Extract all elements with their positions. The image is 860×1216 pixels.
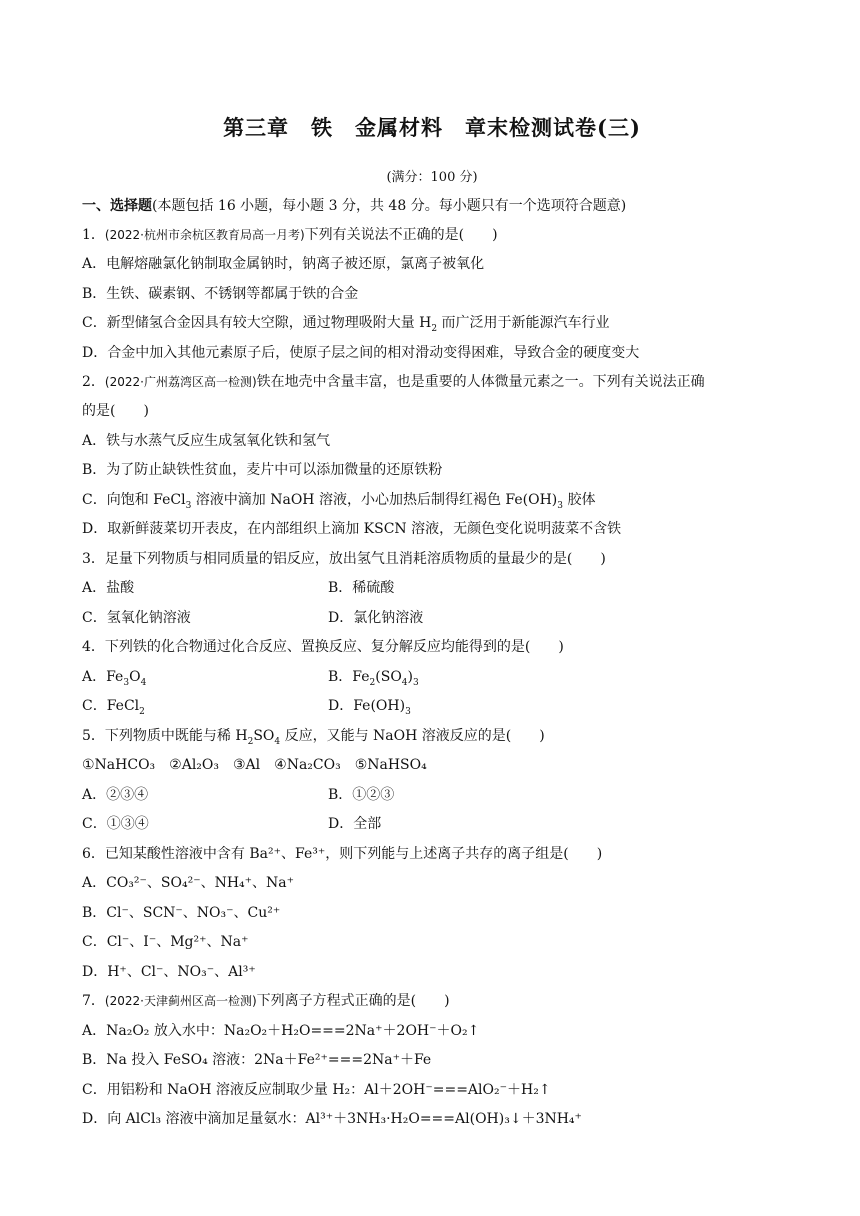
question-4-option-c (82, 698, 145, 717)
section-label: 一、选择题 (82, 198, 152, 214)
subscript: 4 (140, 677, 147, 688)
question-2-stem (82, 372, 705, 392)
question-7-stem (82, 991, 450, 1011)
option-text: 溶液中滴加 NaOH 溶液，小心加热后制得红褐色 Fe(OH) (191, 492, 558, 508)
question-6-stem: 6．已知某酸性溶液中含有 Ba²⁺、Fe³⁺，则下列能与上述离子共存的离子组是( ) (82, 846, 603, 862)
question-3-options-row-2 (82, 608, 424, 628)
question-3-options-row-1 (82, 578, 395, 598)
question-4-options-row-1 (82, 667, 419, 693)
option-text: ) (407, 669, 413, 685)
subscript: 2 (431, 323, 438, 334)
question-5-option-c: C．①③④ (82, 816, 149, 832)
option-text: 而广泛用于新能源汽车行业 (437, 315, 610, 331)
question-5-option-d: D．全部 (328, 816, 382, 832)
question-5-options-row-1 (82, 785, 395, 805)
question-source: (2022·广州荔湾区高一检测) (104, 375, 257, 389)
question-2-stem-continued: 的是( ) (82, 403, 149, 419)
question-5-options-row-2 (82, 814, 382, 834)
question-1-option-a: A．电解熔融氯化钠制取金属钠时，钠离子被还原，氯离子被氧化 (82, 256, 485, 272)
question-1-option-b: B．生铁、碳素钢、不锈钢等都属于铁的合金 (82, 286, 359, 302)
question-text: 5．下列物质中既能与稀 H (82, 728, 248, 744)
question-text: 反应，又能与 NaOH 溶液反应的是( ) (280, 728, 545, 744)
subscript: 3 (557, 500, 563, 511)
question-7-option-b: B．Na 投入 FeSO₄ 溶液：2Na＋Fe²⁺===2Na⁺＋Fe (82, 1052, 432, 1068)
question-5-option-b: B．①②③ (328, 787, 395, 803)
question-6-option-a: A．CO₃²⁻、SO₄²⁻、NH₄⁺、Na⁺ (82, 875, 295, 891)
subscript: 2 (139, 706, 145, 717)
question-number: 7． (82, 993, 105, 1009)
question-2-option-d: D．取新鲜菠菜切开表皮，在内部组织上滴加 KSCN 溶液，无颜色变化说明菠菜不含铁 (82, 521, 622, 537)
question-1-option-d: D．合金中加入其他元素原子后，使原子层之间的相对滑动变得困难，导致合金的硬度变大 (82, 345, 640, 361)
question-text: 下列离子方程式正确的是( ) (256, 993, 450, 1009)
option-text: C．向饱和 FeCl (82, 492, 186, 508)
page-title: 第三章 铁 金属材料 章末检测试卷(三) (223, 115, 641, 140)
score-note: (满分：100 分) (386, 170, 478, 185)
question-6-option-b: B．Cl⁻、SCN⁻、NO₃⁻、Cu²⁺ (82, 905, 281, 921)
question-3-option-a: A．盐酸 (82, 580, 135, 596)
question-7-option-a: A．Na₂O₂ 放入水中：Na₂O₂＋H₂O===2Na⁺＋2OH⁻＋O₂↑ (82, 1023, 480, 1039)
question-4-options-row-2 (82, 696, 411, 722)
question-5-option-a: A．②③④ (82, 787, 149, 803)
question-1-stem (82, 225, 498, 245)
question-source: (2022·天津蓟州区高一检测) (104, 994, 257, 1008)
question-4-stem: 4．下列铁的化合物通过化合反应、置换反应、复分解反应均能得到的是( ) (82, 639, 564, 655)
subscript: 3 (413, 677, 419, 688)
question-4-option-a (82, 669, 147, 688)
subscript: 2 (369, 677, 376, 688)
subscript: 3 (405, 706, 411, 717)
section-description: (本题包括 16 小题，每小题 3 分，共 48 分。每小题只有一个选项符合题意) (152, 198, 627, 214)
question-3-option-b: B．稀硫酸 (328, 580, 395, 596)
subscript: 3 (185, 500, 192, 511)
question-7-option-d: D．向 AlCl₃ 溶液中滴加足量氨水：Al³⁺＋3NH₃·H₂O===Al(OH)₃↓＋3NH₄⁺ (82, 1111, 582, 1127)
option-text: C．新型储氢合金因具有较大空隙，通过物理吸附大量 H (82, 315, 432, 331)
option-text: D．Fe(OH) (328, 698, 406, 714)
question-text: 下列有关说法不正确的是( ) (304, 227, 498, 243)
option-text: O (129, 669, 141, 685)
option-text: A．Fe (82, 669, 124, 685)
question-2-option-c (82, 490, 595, 516)
question-1-option-c (82, 313, 610, 339)
question-6-option-d: D．H⁺、Cl⁻、NO₃⁻、Al³⁺ (82, 964, 256, 980)
subscript: 3 (123, 677, 130, 688)
question-source: (2022·杭州市余杭区教育局高一月考) (104, 228, 305, 242)
question-text: SO (253, 728, 275, 744)
question-5-substance-list: ①NaHCO₃ ②Al₂O₃ ③Al ④Na₂CO₃ ⑤NaHSO₄ (82, 757, 427, 773)
question-number: 2． (82, 374, 105, 390)
question-4-option-b (328, 667, 419, 693)
question-5-stem (82, 726, 545, 752)
subscript: 4 (401, 677, 408, 688)
option-text: 胶体 (563, 492, 596, 508)
subscript: 2 (247, 736, 254, 747)
question-2-option-a: A．铁与水蒸气反应生成氢氧化铁和氢气 (82, 433, 331, 449)
question-3-option-d: D．氯化钠溶液 (328, 610, 424, 626)
question-2-option-b: B．为了防止缺铁性贫血，麦片中可以添加微量的还原铁粉 (82, 462, 443, 478)
question-7-option-c: C．用铝粉和 NaOH 溶液反应制取少量 H₂：Al＋2OH⁻===AlO₂⁻＋H₂↑ (82, 1082, 551, 1098)
question-4-option-d (328, 696, 411, 722)
question-3-option-c: C．氢氧化钠溶液 (82, 610, 191, 626)
question-6-option-c: C．Cl⁻、I⁻、Mg²⁺、Na⁺ (82, 934, 249, 950)
option-text: B．Fe (328, 669, 370, 685)
section-heading (82, 196, 626, 216)
question-3-stem: 3．足量下列物质与相同质量的铝反应，放出氢气且消耗溶质物质的量最少的是( ) (82, 551, 606, 567)
subscript: 4 (274, 736, 281, 747)
question-text: 铁在地壳中含量丰富，也是重要的人体微量元素之一。下列有关说法正确 (256, 374, 705, 390)
option-text: (SO (375, 669, 402, 685)
option-text: C．FeCl (82, 698, 140, 714)
question-number: 1． (82, 227, 105, 243)
